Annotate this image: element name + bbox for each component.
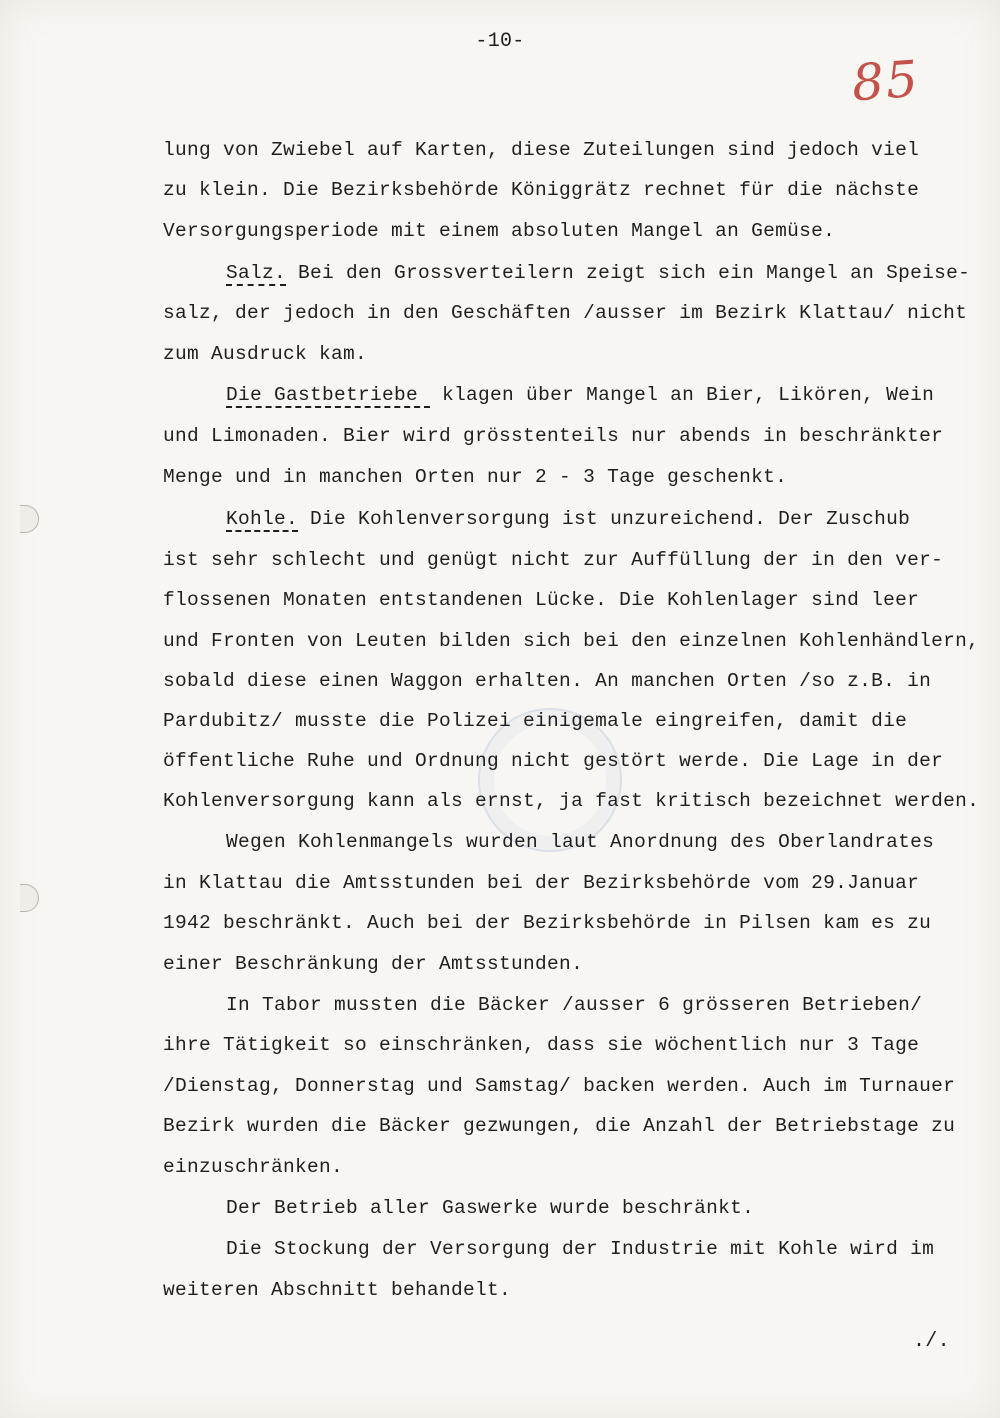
text-line: Bezirk wurden die Bäcker gezwungen, die Anzahl der Betriebstage zu xyxy=(163,1115,956,1137)
text-line: ist sehr schlecht und genügt nicht zur Auffüllung der in den ver- xyxy=(163,549,944,571)
text-line: 1942 beschränkt. Auch bei der Bezirksbehörde in Pilsen kam es zu xyxy=(163,912,932,934)
text-line: Wegen Kohlenmangels wurden laut Anordnung des Oberlandrates xyxy=(226,831,935,853)
text-line: zu klein. Die Bezirksbehörde Königgrätz rechnet für die nächste xyxy=(163,179,920,201)
text-line: Kohlenversorgung kann als ernst, ja fast kritisch bezeichnet werden. xyxy=(163,790,980,812)
section-heading-kohle: Kohle. xyxy=(226,508,299,530)
text-line: lung von Zwiebel auf Karten, diese Zuteilungen sind jedoch viel xyxy=(163,139,920,161)
text-line: Die Stockung der Versorgung der Industrie mit Kohle wird im xyxy=(226,1238,935,1260)
text-line: klagen über Mangel an Bier, Likören, Wein xyxy=(430,384,935,406)
text-line: Menge und in manchen Orten nur 2 - 3 Tage geschenkt. xyxy=(163,466,788,488)
continuation-mark: ./. xyxy=(913,1330,950,1353)
punch-hole xyxy=(20,884,39,912)
text-line: einzuschränken. xyxy=(163,1156,344,1178)
page-number: -10- xyxy=(475,30,525,53)
text-line: flossenen Monaten entstandenen Lücke. Die Kohlenlager sind leer xyxy=(163,589,920,611)
text-line: Der Betrieb aller Gaswerke wurde beschränkt. xyxy=(226,1197,755,1219)
text-line: und Limonaden. Bier wird grösstenteils nur abends in beschränkter xyxy=(163,425,944,447)
section-heading-gastbetriebe: Die Gastbetriebe xyxy=(226,384,431,406)
text-line: Pardubitz/ musste die Polizei einigemale eingreifen, damit die xyxy=(163,710,908,732)
punch-hole xyxy=(20,505,39,533)
text-line: und Fronten von Leuten bilden sich bei den einzelnen Kohlenhändlern, xyxy=(163,630,980,652)
section-heading-salz: Salz. xyxy=(226,262,287,284)
text-line: Die Kohlenversorgung ist unzureichend. Der Zuschub xyxy=(298,508,911,530)
text-line: sobald diese einen Waggon erhalten. An manchen Orten /so z.B. in xyxy=(163,670,932,692)
text-line: Versorgungsperiode mit einem absoluten Mangel an Gemüse. xyxy=(163,220,836,242)
handwritten-folio-number: 85 xyxy=(850,49,922,113)
text-line: in Klattau die Amtsstunden bei der Bezirksbehörde vom 29.Januar xyxy=(163,872,920,894)
text-line: ihre Tätigkeit so einschränken, dass sie wöchentlich nur 3 Tage xyxy=(163,1034,920,1056)
paragraph-first-line xyxy=(226,258,970,288)
text-line: /Dienstag, Donnerstag und Samstag/ backen werden. Auch im Turnauer xyxy=(163,1075,956,1097)
text-line: In Tabor mussten die Bäcker /ausser 6 grösseren Betrieben/ xyxy=(226,994,923,1016)
text-line: weiteren Abschnitt behandelt. xyxy=(163,1279,512,1301)
text-line: Bei den Grossverteilern zeigt sich ein Mangel an Speise- xyxy=(286,262,971,284)
text-line: salz, der jedoch in den Geschäften /ausser im Bezirk Klattau/ nicht xyxy=(163,302,968,324)
paragraph-first-line xyxy=(226,380,934,410)
paragraph-first-line xyxy=(226,504,910,534)
text-line: zum Ausdruck kam. xyxy=(163,343,368,365)
text-line: einer Beschränkung der Amtsstunden. xyxy=(163,953,584,975)
text-line: öffentliche Ruhe und Ordnung nicht gestört werde. Die Lage in der xyxy=(163,750,944,772)
